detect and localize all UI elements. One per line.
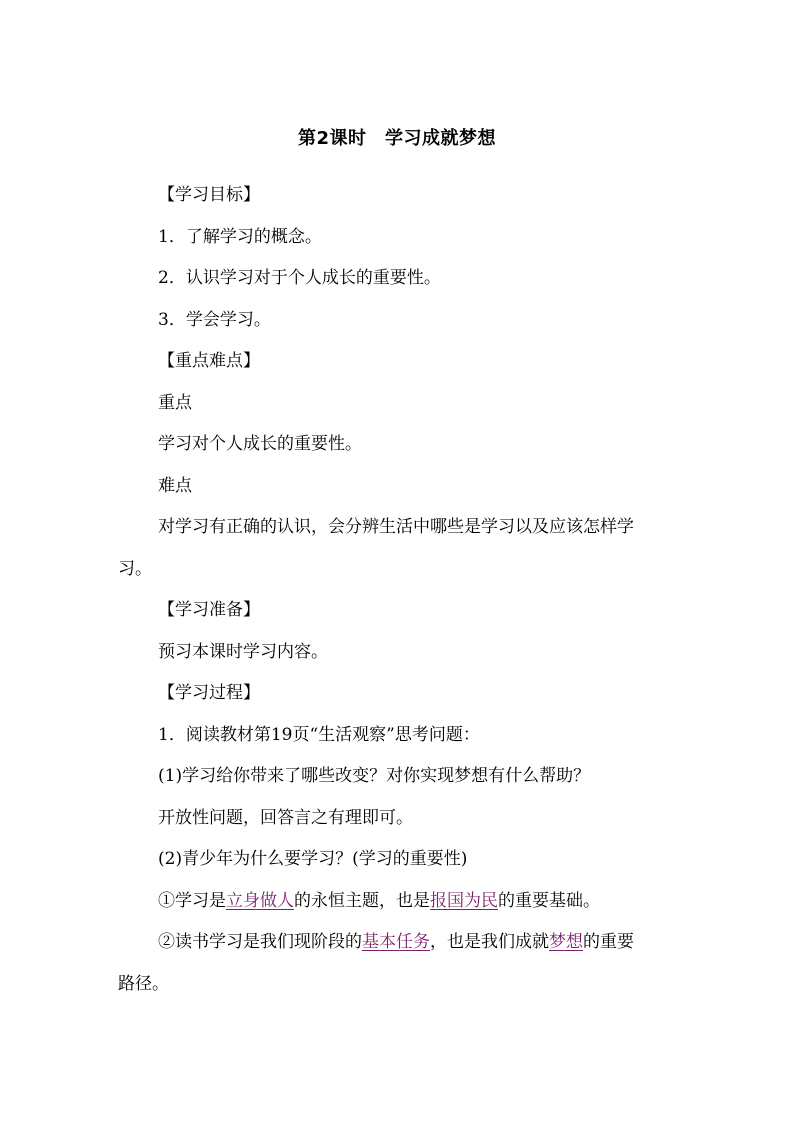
answer-point-1 (158, 889, 600, 913)
answer-point-1-prefix: ①学习是 (158, 891, 226, 911)
answer-point-2-cont: 路径。 (118, 974, 169, 994)
answer-point-1-underline-2: 报国为民 (430, 891, 498, 911)
difficulty-text: 对学习有正确的认识，会分辨生活中哪些是学习以及应该怎样学 (158, 517, 634, 537)
difficulty-text-cont: 习。 (118, 559, 152, 579)
answer-point-1-suffix: 的重要基础。 (498, 891, 600, 911)
process-step-1: 1．阅读教材第19页“生活观察”思考问题： (158, 725, 480, 745)
difficulty-label: 难点 (158, 476, 192, 496)
answer-point-2-prefix: ②读书学习是我们现阶段的 (158, 932, 362, 952)
answer-point-1-mid: 的永恒主题，也是 (294, 891, 430, 911)
answer-point-2-underline-2: 梦想 (549, 932, 583, 952)
preparation-text: 预习本课时学习内容。 (158, 642, 328, 662)
answer-point-2-underline-1: 基本任务 (362, 932, 430, 952)
question-1: (1)学习给你带来了哪些改变？对你实现梦想有什么帮助？ (158, 766, 591, 786)
section-heading-goals: 【学习目标】 (158, 185, 260, 205)
answer-point-2-suffix: 的重要 (583, 932, 634, 952)
goal-item-1: 1．了解学习的概念。 (158, 227, 322, 247)
section-heading-process: 【学习过程】 (158, 683, 260, 703)
section-heading-preparation: 【学习准备】 (158, 600, 260, 620)
goal-item-2: 2．认识学习对于个人成长的重要性。 (158, 268, 441, 288)
goal-item-3: 3．学会学习。 (158, 310, 271, 330)
answer-point-1-underline-1: 立身做人 (226, 891, 294, 911)
answer-point-2-mid: ，也是我们成就 (430, 932, 549, 952)
answer-point-2 (158, 930, 634, 954)
key-point-text: 学习对个人成长的重要性。 (158, 434, 362, 454)
question-2: (2)青少年为什么要学习？(学习的重要性) (158, 849, 468, 869)
page-title: 第2课时 学习成就梦想 (297, 128, 497, 149)
section-heading-key-points: 【重点难点】 (158, 351, 260, 371)
answer-1: 开放性问题，回答言之有理即可。 (158, 808, 413, 828)
key-point-label: 重点 (158, 393, 192, 413)
